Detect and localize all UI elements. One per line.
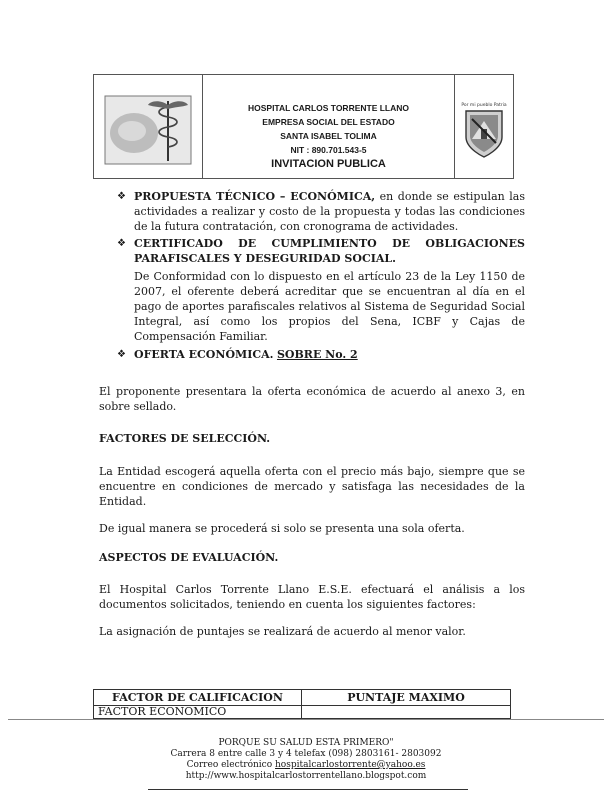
paragraph: El proponente presentara la oferta económica de acuerdo al anexo 3, en sobre sellado. <box>99 385 525 413</box>
table-row <box>94 706 511 719</box>
table-cell: FACTOR ECONOMICO <box>94 706 302 719</box>
bullet-title: CERTIFICADO DE CUMPLIMIENTO DE OBLIGACIONES PARAFISCALES Y DESEGURIDAD SOCIAL. <box>134 237 525 265</box>
footer-website[interactable]: http://www.hospitalcarlostorrentellano.blogspot.com <box>185 771 427 781</box>
footer-divider <box>8 719 604 720</box>
footer <box>0 738 612 782</box>
column-header: FACTOR DE CALIFICACION <box>94 690 302 706</box>
table-cell <box>302 706 511 719</box>
hospital-name: HOSPITAL CARLOS TORRENTE LLANO <box>247 103 410 113</box>
footer-address: Carrera 8 entre calle 3 y 4 telefax (098) 2803161- 2803092 <box>170 749 442 759</box>
list-item <box>99 189 525 234</box>
bullet-text: De Conformidad con lo dispuesto en el artículo 23 de la Ley 1150 de 2007, el oferente deberá acreditar que se encuentran al día en el pago de aportes parafiscales relativos al Sistema de Seguridad Social Integral, así como los propios del Sena, ICBF y Cajas de Compensación Familiar. <box>134 270 525 343</box>
bullet-text: en donde se estipulan las actividades a realizar y costo de la propuesta y todas las condiciones de la futura contratación, con cronograma de actividades. <box>134 190 525 233</box>
diamond-bullet-icon: ❖ <box>117 238 126 249</box>
sobre-label: SOBRE No. 2 <box>276 348 358 361</box>
bottom-rule <box>148 789 468 790</box>
shield-cell <box>455 75 513 178</box>
caduceus-logo-icon <box>104 95 192 165</box>
section-heading: FACTORES DE SELECCIÓN. <box>99 432 271 445</box>
location: SANTA ISABEL TOLIMA <box>280 131 377 141</box>
bullet-title: OFERTA ECONÓMICA. <box>134 348 274 361</box>
paragraph: De igual manera se procederá si solo se presenta una sola oferta. <box>99 522 465 535</box>
shield-motto: Por mi pueblo Patria <box>461 103 507 108</box>
header-title-block <box>203 75 455 178</box>
section-heading: ASPECTOS DE EVALUACIÓN. <box>99 551 279 564</box>
bullet-title: PROPUESTA TÉCNICO – ECONÓMICA, <box>134 190 376 203</box>
footer-slogan: PORQUE SU SALUD ESTA PRIMERO" <box>218 738 394 748</box>
scoring-table <box>93 689 511 719</box>
hospital-logo-cell <box>94 75 203 178</box>
email-link[interactable]: hospitalcarlostorrente@yahoo.es <box>275 760 426 770</box>
paragraph: La Entidad escogerá aquella oferta con el precio más bajo, siempre que se encuentre en condiciones de mercado y satisfaga las necesidades de la Entidad. <box>99 465 525 508</box>
document-header <box>93 74 514 179</box>
list-item <box>99 236 525 266</box>
diamond-bullet-icon: ❖ <box>117 191 126 202</box>
document-body <box>99 189 525 639</box>
municipal-shield-icon <box>460 99 508 159</box>
table-header-row <box>94 690 511 706</box>
email-prefix: Correo electrónico <box>186 760 275 770</box>
footer-email-line <box>0 760 612 771</box>
entity-type: EMPRESA SOCIAL DEL ESTADO <box>262 117 395 127</box>
list-item <box>99 347 525 362</box>
paragraph: La asignación de puntajes se realizará de acuerdo al menor valor. <box>99 625 466 638</box>
column-header: PUNTAJE MAXIMO <box>302 690 511 706</box>
nit: NIT : 890.701.543-5 <box>290 145 367 155</box>
diamond-bullet-icon: ❖ <box>117 349 126 360</box>
paragraph: El Hospital Carlos Torrente Llano E.S.E. efectuará el análisis a los documentos solicitados, teniendo en cuenta los siguientes factores: <box>99 583 525 611</box>
document-title: INVITACION PUBLICA <box>271 158 386 170</box>
